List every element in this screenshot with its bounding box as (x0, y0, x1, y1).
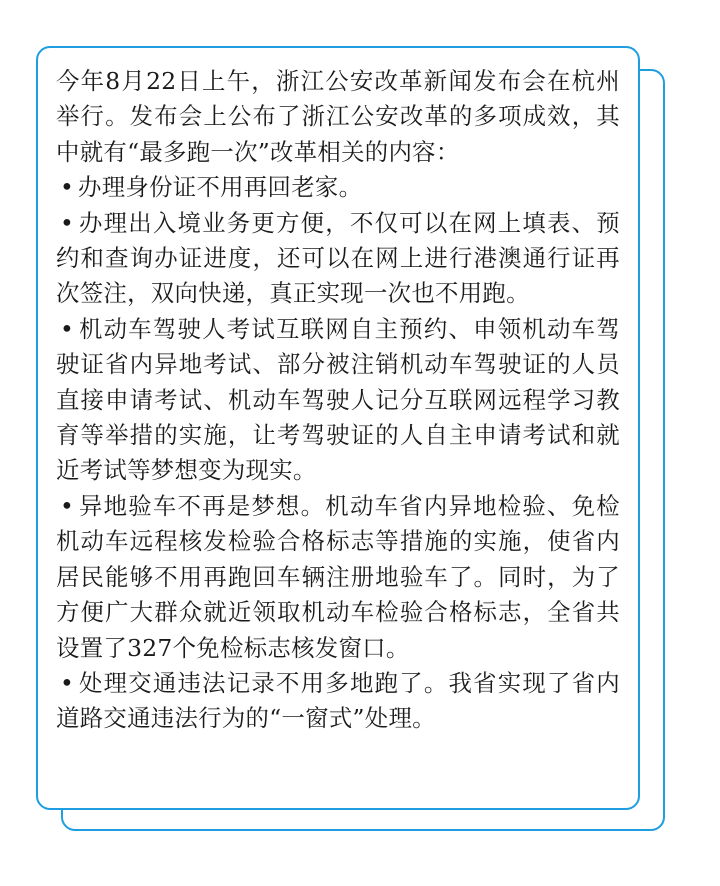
article-intro: 今年8月22日上午，浙江公安改革新闻发布会在杭州举行。发布会上公布了浙江公安改革的多项成效，其中就有“最多跑一次”改革相关的内容： (56, 67, 620, 166)
bullet-dot-icon: • (59, 208, 75, 237)
bullet-item-2 (56, 206, 620, 312)
bullet-item-text: 处理交通违法记录不用多地跑了。我省实现了省内道路交通违法行为的“一窗式”处理。 (56, 668, 620, 733)
bullet-item-text: 机动车驾驶人考试互联网自主预约、申领机动车驾驶证省内异地考试、部分被注销机动车驾驶证的人员直接申请考试、机动车驾驶人记分互联网远程学习教育等举措的实施，让考驾驶证的人自主申请考试和就近考试等梦想变为现实。 (56, 314, 620, 485)
bullet-dot-icon: • (59, 668, 75, 697)
bullet-item-1 (56, 170, 620, 205)
bullet-dot-icon: • (59, 173, 75, 202)
bullet-item-text: 异地验车不再是梦想。机动车省内异地检验、免检机动车远程核发检验合格标志等措施的实施，使省内居民能够不用再跑回车辆注册地验车了。同时，为了方便广大群众就近领取机动车检验合格标志，全省共设置了327个免检标志核发窗口。 (56, 491, 620, 662)
article-card (36, 46, 640, 810)
bullet-dot-icon: • (59, 314, 75, 343)
bullet-item-text: 办理出入境业务更方便，不仅可以在网上填表、预约和查询办证进度，还可以在网上进行港澳通行证再次签注，双向快递，真正实现一次也不用跑。 (56, 208, 620, 308)
bullet-dot-icon: • (59, 491, 75, 520)
bullet-item-text: 办理身份证不用再回老家。 (78, 173, 363, 202)
bullet-item-5 (56, 666, 620, 737)
bullet-item-4 (56, 489, 620, 666)
bullet-item-3 (56, 312, 620, 489)
article-text (56, 64, 620, 737)
